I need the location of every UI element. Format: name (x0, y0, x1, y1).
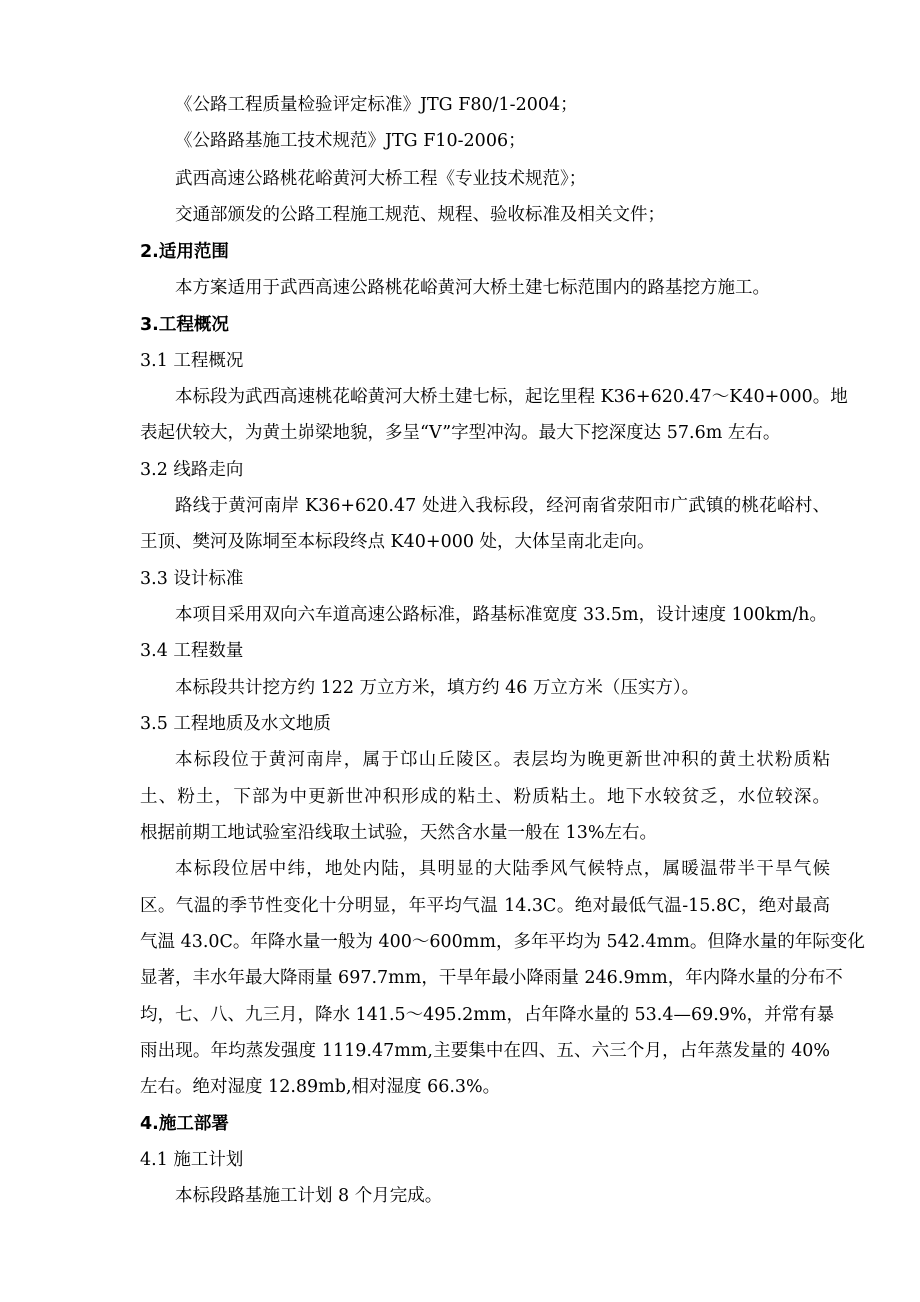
paragraph-line: 均，七、八、九三月，降水 141.5～495.2mm，占年降水量的 53.4—69.9%，并常有暴 (140, 1005, 835, 1025)
paragraph-line: 本标段共计挖方约 122 万立方米，填方约 46 万立方米（压实方）。 (175, 678, 700, 698)
paragraph-line: 王顶、樊河及陈垌至本标段终点 K40+000 处，大体呈南北走向。 (140, 532, 655, 552)
subsection-heading: 3.3 设计标准 (140, 569, 244, 589)
reference-line: 《公路工程质量检验评定标准》JTG F80/1-2004； (175, 95, 578, 115)
subsection-heading: 4.1 施工计划 (140, 1150, 244, 1170)
reference-line: 交通部颁发的公路工程施工规范、规程、验收标准及相关文件； (175, 205, 665, 225)
section-heading: 4.施工部署 (140, 1114, 229, 1134)
reference-line: 武西高速公路桃花峪黄河大桥工程《专业技术规范》； (175, 169, 587, 189)
reference-line: 《公路路基施工技术规范》JTG F10-2006； (175, 131, 526, 151)
paragraph-line: 本标段为武西高速桃花峪黄河大桥土建七标，起讫里程 K36+620.47～K40+000。地 (175, 387, 848, 407)
paragraph-line: 本标段路基施工计划 8 个月完成。 (175, 1186, 443, 1206)
paragraph-line: 本标段位居中纬，地处内陆，具明显的大陆季风气候特点，属暖温带半干旱气候 (175, 859, 830, 879)
paragraph-line: 显著，丰水年最大降雨量 697.7mm，干旱年最小降雨量 246.9mm，年内降水量的分布不 (140, 968, 843, 988)
subsection-heading: 3.5 工程地质及水文地质 (140, 714, 331, 734)
paragraph-line: 土、粉土，下部为中更新世冲积形成的粘土、粉质粘土。地下水较贫乏，水位较深。 (140, 787, 830, 807)
section-heading: 3.工程概况 (140, 315, 229, 335)
paragraph-line: 本项目采用双向六车道高速公路标准，路基标准宽度 33.5m，设计速度 100km/h。 (175, 605, 827, 625)
paragraph-line: 表起伏较大，为黄土峁梁地貌，多呈“V”字型冲沟。最大下挖深度达 57.6m 左右。 (140, 423, 781, 443)
paragraph-line: 雨出现。年均蒸发强度 1119.47mm,主要集中在四、五、六三个月，占年蒸发量的 40% (140, 1041, 830, 1061)
paragraph-line: 区。气温的季节性变化十分明显，年平均气温 14.3C。绝对最低气温-15.8C，绝对最高 (140, 896, 830, 916)
paragraph-line: 左右。绝对湿度 12.89mb,相对湿度 66.3%。 (140, 1077, 501, 1097)
paragraph-line: 路线于黄河南岸 K36+620.47 处进入我标段，经河南省荥阳市广武镇的桃花峪村、 (175, 496, 830, 516)
section-heading: 2.适用范围 (140, 242, 229, 262)
paragraph-line: 本标段位于黄河南岸，属于邙山丘陵区。表层均为晚更新世冲积的黄土状粉质粘 (175, 750, 830, 770)
paragraph-line: 气温 43.0C。年降水量一般为 400～600mm，多年平均为 542.4mm。但降水量的年际变化 (140, 932, 865, 952)
subsection-heading: 3.1 工程概况 (140, 351, 244, 371)
subsection-heading: 3.2 线路走向 (140, 460, 244, 480)
subsection-heading: 3.4 工程数量 (140, 641, 244, 661)
paragraph-line: 根据前期工地试验室沿线取土试验，天然含水量一般在 13%左右。 (140, 823, 657, 843)
paragraph-line: 本方案适用于武西高速公路桃花峪黄河大桥土建七标范围内的路基挖方施工。 (175, 278, 770, 298)
